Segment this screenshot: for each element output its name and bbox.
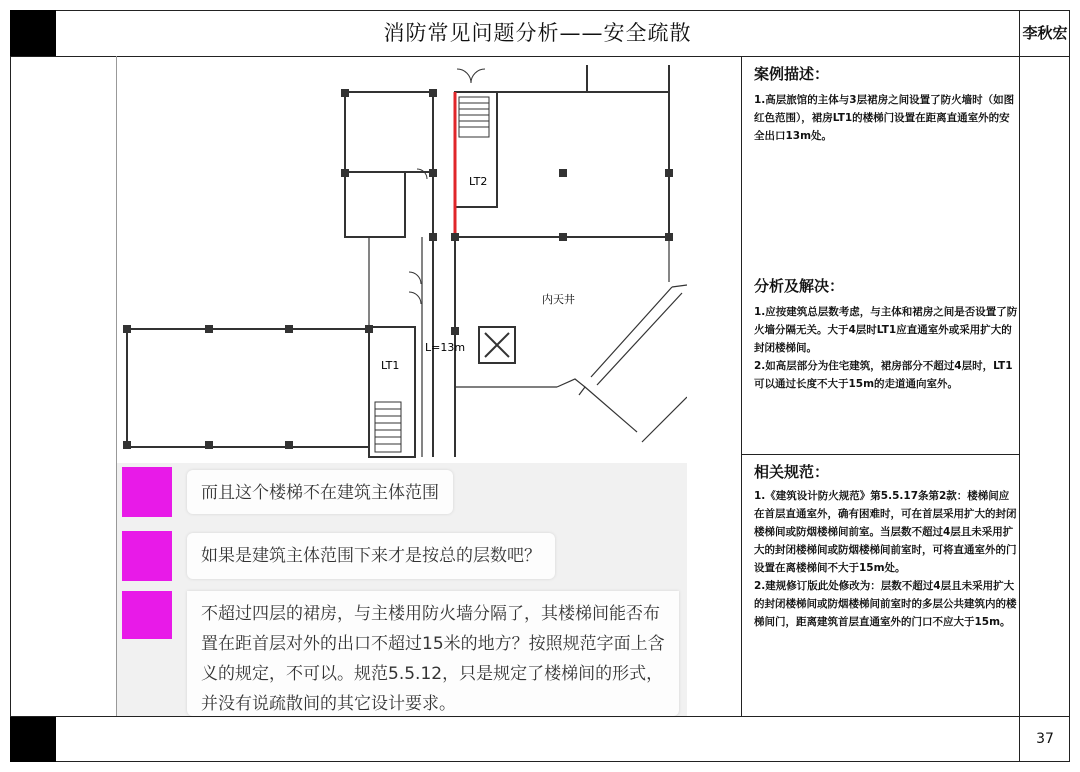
- chat-screenshot: [117, 463, 687, 716]
- chat-bubble-3: 不超过四层的裙房，与主楼用防火墙分隔了，其楼梯间能否布置在距首层对外的出口不超过15米的地方？按照规范字面上含义的规定，不可以。规范5.5.12，只是规定了楼梯间的形式，并没有说疏散间的其它设计要求。: [187, 591, 679, 716]
- chat-message-3: [117, 591, 687, 716]
- case-body: 1.高层旅馆的主体与3层裙房之间设置了防火墙时（如图红色范围），裙房LT1的楼梯门设置在距离直通室外的安全出口13m处。: [754, 94, 1015, 142]
- distance-label: L=13m: [425, 341, 466, 354]
- floor-plan-drawing: [117, 57, 687, 463]
- page-title: 消防常见问题分析——安全疏散: [383, 21, 692, 45]
- avatar-marker-1: [122, 467, 172, 517]
- avatar-marker-3: [122, 591, 172, 639]
- author-name: 李秋宏: [1022, 24, 1068, 42]
- content-panel-divider: [741, 56, 742, 716]
- footer-divider: [10, 716, 1070, 717]
- page-number: 37: [1036, 731, 1054, 747]
- right-column-divider: [1019, 10, 1020, 762]
- analysis-title: 分析及解决：: [754, 277, 845, 295]
- corner-block-top-left: [10, 10, 56, 56]
- chat-bubble-1: 而且这个楼梯不在建筑主体范围: [187, 470, 453, 514]
- avatar-marker-2: [122, 531, 172, 581]
- case-title: 案例描述：: [754, 65, 830, 83]
- analysis-body: 1.应按建筑总层数考虑，与主体和裙房之间是否设置了防火墙分隔无关。大于4层时LT1应直通室外或采用扩大的封闭楼梯间。 2.如高层部分为住宅建筑，裙房部分不超过4层时，LT1可以通过长度不大于15m的走道通向室外。: [754, 306, 1018, 390]
- chat-message-1: [117, 463, 687, 521]
- atrium-label: 内天井: [542, 293, 575, 306]
- lt2-label: LT2: [469, 175, 488, 188]
- codes-title: 相关规范：: [754, 463, 830, 481]
- lt1-label: LT1: [381, 359, 400, 372]
- chat-message-2: [117, 527, 687, 589]
- chat-bubble-2: 如果是建筑主体范围下来才是按总的层数吧？: [187, 533, 555, 579]
- corner-block-bottom-left: [10, 716, 56, 762]
- codes-section-divider: [741, 454, 1020, 455]
- codes-body: 1.《建筑设计防火规范》第5.5.17条第2款：楼梯间应在首层直通室外，确有困难时，可在首层采用扩大的封闭楼梯间或防烟楼梯间前室。当层数不超过4层且未采用扩大的封闭楼梯间或防烟楼梯间前室时，可将直通室外的门设置在离楼梯间不大于15m处。 2.建规修订版此处修改为：层数不超过4层且未采用扩大的封闭楼梯间或防烟楼梯间前室时的多层公共建筑内的楼梯间门，距离建筑首层直通室外的门口不应大于15m。: [754, 490, 1017, 628]
